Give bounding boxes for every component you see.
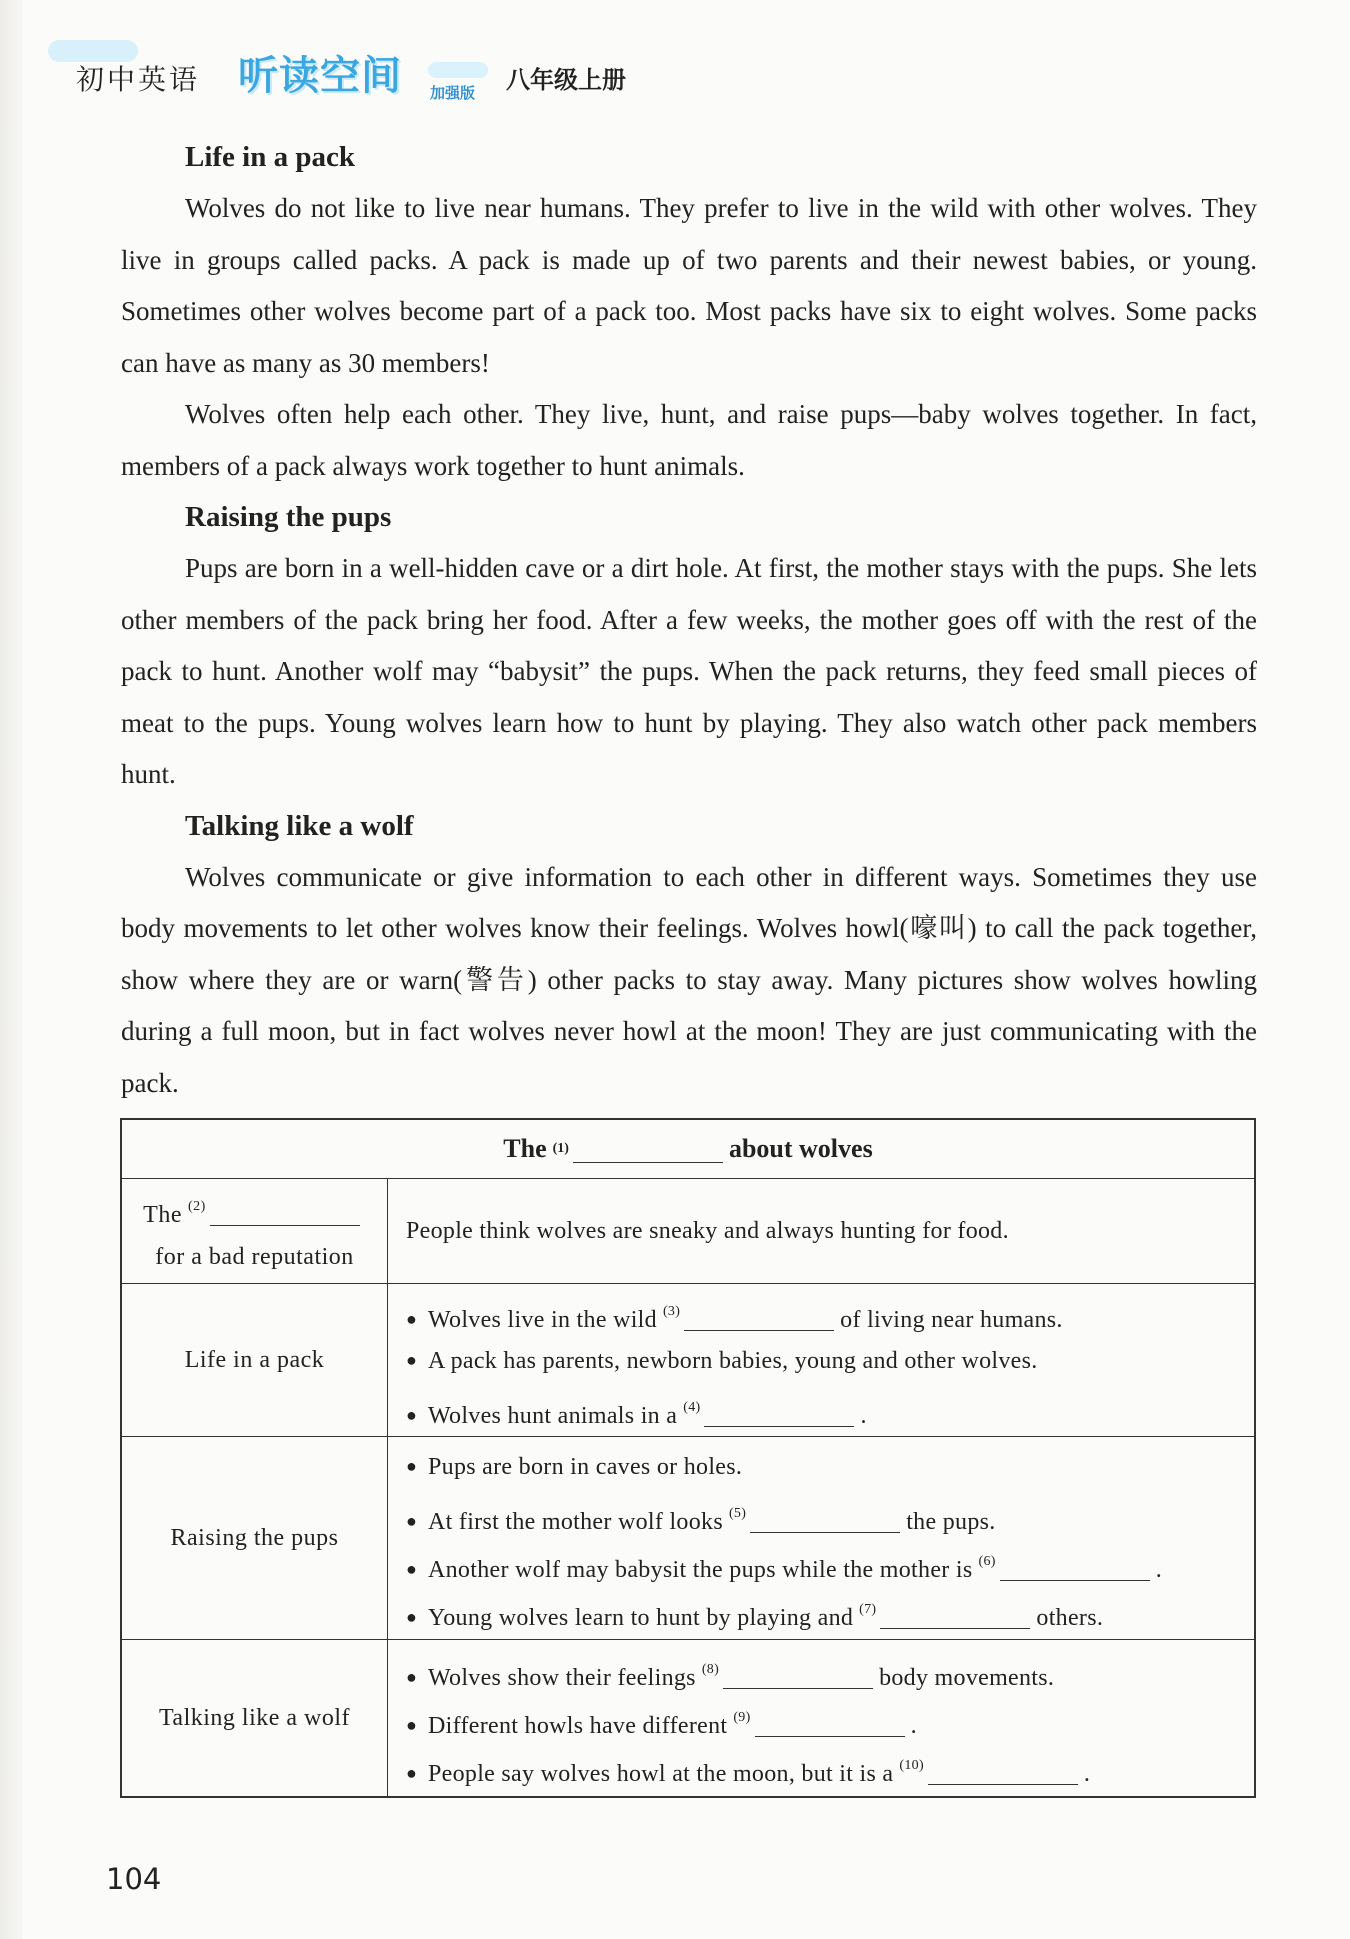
answer-blank[interactable] [755,1710,905,1737]
answer-blank[interactable] [704,1400,854,1427]
blank-number: (5) [728,1506,747,1521]
item-text: the pups. [906,1509,996,1535]
row-item [406,1207,1254,1255]
header-brand: 听读空间 [238,53,402,99]
item-text: of living near humans. [840,1307,1063,1333]
summary-table [120,1118,1256,1798]
table-header [122,1120,1254,1179]
item-text: At first the mother wolf looks [428,1509,723,1535]
item-text: People say wolves howl at the moon, but it is a [428,1761,894,1787]
bullet-icon: ● [406,1715,418,1735]
row-label: Talking like a wolf [158,1704,351,1731]
table-row [122,1284,1254,1437]
cloud-decoration-icon [428,62,488,78]
row-label-cell [122,1179,388,1283]
item-text: Wolves show their feelings [428,1665,696,1691]
bullet-icon: ● [406,1607,418,1627]
blank-number: (3) [662,1304,681,1319]
bullet-icon: ● [406,1511,418,1531]
item-text: People think wolves are sneaky and always hunting for food. [406,1218,1009,1244]
answer-blank[interactable] [750,1506,900,1533]
bullet-icon: ● [406,1405,418,1425]
row-content-cell [388,1284,1254,1436]
answer-blank[interactable] [210,1199,360,1226]
bullet-icon: ● [406,1350,418,1370]
section-raising-the-pups [121,492,1257,801]
row-item [406,1384,1254,1432]
article-body [121,132,1257,1109]
table-row [122,1640,1254,1796]
book-header [48,38,748,108]
item-text: . [1083,1761,1091,1787]
bullet-icon: ● [406,1667,418,1687]
row-item [406,1442,1254,1490]
blank-number: (6) [978,1554,996,1569]
row-label-cell [122,1284,388,1436]
blank-number: (1) [552,1141,569,1156]
section-life-in-a-pack [121,132,1257,492]
blank-number: (4) [683,1400,701,1415]
item-text: Wolves hunt animals in a [428,1403,678,1429]
row-item [406,1336,1254,1384]
paragraph: Wolves communicate or give information to each other in different ways. Sometimes they use body movements to let other wolves know their feelings. Wolves howl(嚎叫) to call the pack together, show where they are or warn(警告) other packs to stay away. Many pictures show wolves howling during a full moon, but in fact wolves never howl at the moon! They are just communicating with the pack. [121,861,1257,1098]
row-item [406,1538,1254,1586]
row-label: for a bad reputation [155,1244,354,1270]
item-text: others. [1036,1605,1104,1631]
answer-blank[interactable] [573,1136,723,1163]
row-item [406,1742,1254,1790]
item-text: Wolves live in the wild [428,1307,657,1333]
row-item [406,1646,1254,1694]
section-title: Talking like a wolf [185,809,414,842]
blank-number: (2) [187,1199,206,1214]
row-item [406,1490,1254,1538]
item-text: Young wolves learn to hunt by playing and [428,1605,854,1631]
section-title: Raising the pups [185,501,392,533]
row-label-cell [122,1437,388,1639]
header-prefix: 初中英语 [76,63,201,96]
row-item [406,1694,1254,1742]
bullet-icon: ● [406,1763,418,1783]
item-text: body movements. [879,1665,1055,1691]
paragraph: Wolves do not like to live near humans. They prefer to live in the wild with other wolves. They live in groups called packs. A pack is made up of two parents and their newest babies, or young. Sometimes other wolves become part of a pack too. Most packs have six to eight wolves. Some packs can have as many as 30 members! [121,193,1257,378]
header-grade: 八年级上册 [506,66,626,94]
answer-blank[interactable] [928,1758,1078,1785]
paragraph: Pups are born in a well-hidden cave or a dirt hole. At first, the mother stays with the pups. She lets other members of the pack bring her food. After a few weeks, the mother goes off with the rest of the pack to hunt. Another wolf may “babysit” the pups. When the pack returns, they feed small pieces of meat to the pups. Young wolves learn how to hunt by playing. They also watch other pack members hunt. [121,553,1257,789]
answer-blank[interactable] [684,1304,834,1331]
item-text: Another wolf may babysit the pups while the mother is [428,1557,973,1583]
table-row [122,1437,1254,1640]
row-content-cell [388,1179,1254,1283]
blank-number: (10) [899,1758,924,1773]
item-text: . [860,1403,867,1429]
row-item [406,1288,1254,1336]
section-talking-like-a-wolf [121,801,1257,1110]
header-text-after: about wolves [728,1134,873,1163]
answer-blank[interactable] [723,1662,873,1689]
bullet-icon: ● [406,1559,418,1579]
answer-blank[interactable] [1000,1554,1150,1581]
header-edition-tag: 加强版 [430,84,476,102]
row-label: Life in a pack [184,1346,325,1373]
blank-number: (9) [733,1710,751,1725]
item-text: A pack has parents, newborn babies, young and other wolves. [428,1348,1038,1374]
bullet-icon: ● [406,1309,418,1329]
item-text: . [910,1713,917,1739]
bullet-icon: ● [406,1456,418,1476]
blank-number: (7) [859,1602,877,1617]
item-text: . [1155,1557,1163,1583]
row-label: Raising the pups [170,1524,339,1551]
page-number: 104 [106,1862,162,1896]
table-row [122,1179,1254,1284]
section-title: Life in a pack [185,141,355,173]
answer-blank[interactable] [880,1602,1030,1629]
paragraph: Wolves often help each other. They live, hunt, and raise pups—baby wolves together. In fact, members of a pack always work together to hunt animals. [121,399,1257,481]
header-text-before: The [503,1134,547,1163]
page-edge [0,0,22,1939]
row-content-cell [388,1437,1254,1639]
row-content-cell [388,1640,1254,1796]
blank-number: (8) [701,1662,720,1677]
item-text: Different howls have different [428,1713,728,1739]
item-text: Pups are born in caves or holes. [428,1454,743,1480]
row-label: The [143,1202,182,1228]
row-item [406,1586,1254,1634]
row-label-cell [122,1640,388,1796]
